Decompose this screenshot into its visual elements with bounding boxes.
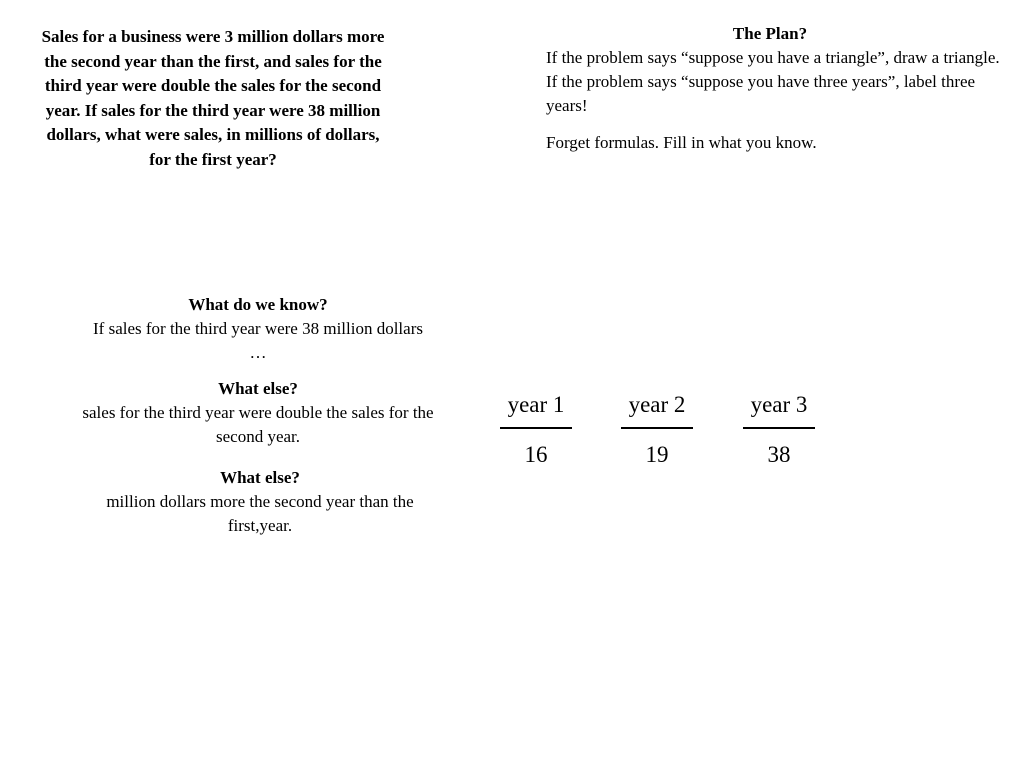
know-heading: What else? [220, 468, 300, 487]
year-divider [500, 427, 572, 429]
year-1-column [500, 389, 572, 471]
year-value: 19 [645, 442, 669, 467]
plan-paragraph-2: Forget formulas. Fill in what you know. [546, 133, 817, 152]
plan-title: The Plan? [732, 24, 808, 43]
what-else-block-2 [80, 466, 440, 538]
plan-paragraph-1: If the problem says “suppose you have a triangle”, draw a triangle. If the problem says “suppose you have three years”, label three years! [546, 48, 1000, 115]
year-value: 16 [524, 442, 548, 467]
year-label: year 1 [507, 392, 565, 417]
year-divider [743, 427, 815, 429]
problem-statement: Sales for a business were 3 million dollars more the second year than the first, and sales for the third year were double the sales for the second year. If sales for the third year were 38 million dollars, what were sales, in millions of dollars, for the first year? [41, 27, 385, 169]
year-divider [621, 427, 693, 429]
plan-section [546, 22, 1006, 155]
know-body: sales for the third year were double the sales for the second year. [82, 403, 434, 446]
know-body: million dollars more the second year than the first,year. [106, 492, 414, 535]
what-else-block-1 [78, 377, 438, 449]
year-2-column [621, 389, 693, 471]
know-heading: What else? [218, 379, 298, 398]
know-body: If sales for the third year were 38 million dollars … [93, 319, 423, 362]
what-do-we-know-block [88, 293, 428, 365]
year-3-column [743, 389, 815, 471]
year-value: 38 [767, 442, 791, 467]
year-label: year 3 [750, 392, 808, 417]
year-label: year 2 [628, 392, 686, 417]
know-heading: What do we know? [188, 295, 328, 314]
